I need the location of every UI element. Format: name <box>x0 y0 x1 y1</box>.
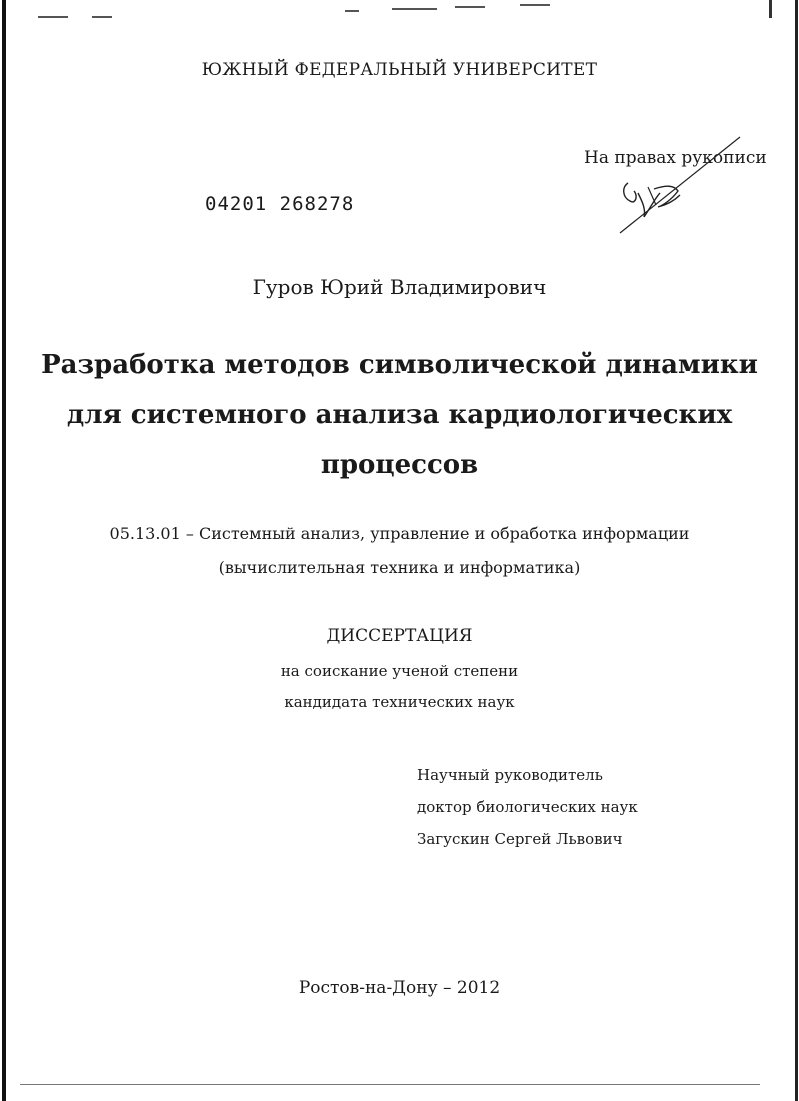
signature <box>608 135 748 240</box>
supervisor-role: Научный руководитель <box>417 766 603 784</box>
degree-line-1: на соискание ученой степени <box>280 662 519 680</box>
author-name: Гуров Юрий Владимирович <box>252 275 547 299</box>
scan-mark <box>345 10 359 12</box>
scan-mark <box>92 16 112 18</box>
scan-border-left <box>2 0 6 1101</box>
manuscript-note: На правах рукописи <box>584 148 767 168</box>
title-line-2: для системного анализа кардиологических <box>66 400 733 430</box>
title-line-3: процессов <box>320 450 479 480</box>
scan-mark <box>392 8 437 10</box>
scan-mark <box>38 16 68 18</box>
degree-line-2: кандидата технических наук <box>284 693 515 711</box>
title-line-1: Разработка методов символической динамики <box>41 350 758 380</box>
scan-mark <box>520 4 550 6</box>
supervisor-name: Загускин Сергей Львович <box>417 830 623 848</box>
university-name: ЮЖНЫЙ ФЕДЕРАЛЬНЫЙ УНИВЕРСИТЕТ <box>201 60 598 80</box>
scan-border-right-top <box>769 0 772 18</box>
document-type: ДИССЕРТАЦИЯ <box>326 626 473 646</box>
specialty-line-1: 05.13.01 – Системный анализ, управление и обработка информации <box>109 524 690 543</box>
place-and-year: Ростов-на-Дону – 2012 <box>298 978 501 998</box>
scan-bottom-rule <box>20 1084 760 1085</box>
archive-number: 04201 268278 <box>205 193 355 215</box>
scan-mark <box>455 6 485 8</box>
scan-border-right <box>795 0 798 1101</box>
specialty-line-2: (вычислительная техника и информатика) <box>218 558 581 577</box>
supervisor-degree: доктор биологических наук <box>417 798 638 816</box>
